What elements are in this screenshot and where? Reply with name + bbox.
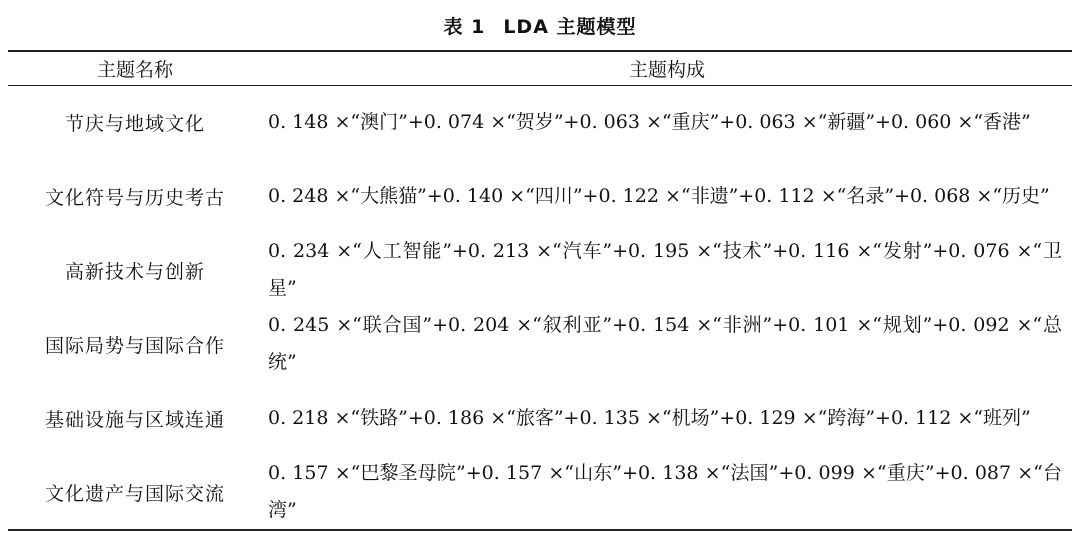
topic-name-cell: 高新技术与创新 bbox=[64, 260, 205, 283]
topic-composition-cell: 0. 218 ×“铁路”+0. 186 ×“旅客”+0. 135 ×“机场”+0. 129 ×“跨海”+0. 112 ×“班列” bbox=[268, 406, 1031, 429]
topic-name-cell: 文化符号与历史考古 bbox=[44, 186, 225, 209]
table-row bbox=[8, 233, 1072, 307]
topic-composition-cell: 0. 234 ×“人工智能”+0. 213 ×“汽车”+0. 195 ×“技术”+0. 116 ×“发射”+0. 076 ×“卫星” bbox=[268, 240, 1062, 299]
header-topic-name: 主题名称 bbox=[8, 51, 262, 85]
topic-composition-cell: 0. 248 ×“大熊猫”+0. 140 ×“四川”+0. 122 ×“非遗”+0. 112 ×“名录”+0. 068 ×“历史” bbox=[268, 184, 1050, 207]
table-header-row bbox=[8, 51, 1072, 85]
topic-composition-cell: 0. 245 ×“联合国”+0. 204 ×“叙利亚”+0. 154 ×“非洲”+0. 101 ×“规划”+0. 092 ×“总统” bbox=[268, 314, 1062, 373]
lda-topic-table bbox=[8, 50, 1072, 531]
table-caption bbox=[0, 12, 1080, 39]
table-row bbox=[8, 307, 1072, 381]
table-title: LDA 主题模型 bbox=[503, 16, 637, 38]
table-number: 表 1 bbox=[443, 16, 486, 38]
table-row bbox=[8, 381, 1072, 455]
topic-composition-cell: 0. 148 ×“澳门”+0. 074 ×“贺岁”+0. 063 ×“重庆”+0. 063 ×“新疆”+0. 060 ×“香港” bbox=[268, 110, 1031, 133]
table-row bbox=[8, 159, 1072, 233]
topic-composition-cell: 0. 157 ×“巴黎圣母院”+0. 157 ×“山东”+0. 138 ×“法国”+0. 099 ×“重庆”+0. 087 ×“台湾” bbox=[262, 455, 1072, 530]
topic-name-cell: 文化遗产与国际交流 bbox=[8, 455, 262, 530]
topic-name-cell: 基础设施与区域连通 bbox=[44, 408, 225, 431]
topic-name-cell: 节庆与地域文化 bbox=[64, 112, 205, 135]
table-row bbox=[8, 85, 1072, 159]
topic-name-cell: 国际局势与国际合作 bbox=[44, 334, 225, 357]
header-topic-composition: 主题构成 bbox=[262, 51, 1072, 85]
table-row bbox=[8, 455, 1072, 530]
